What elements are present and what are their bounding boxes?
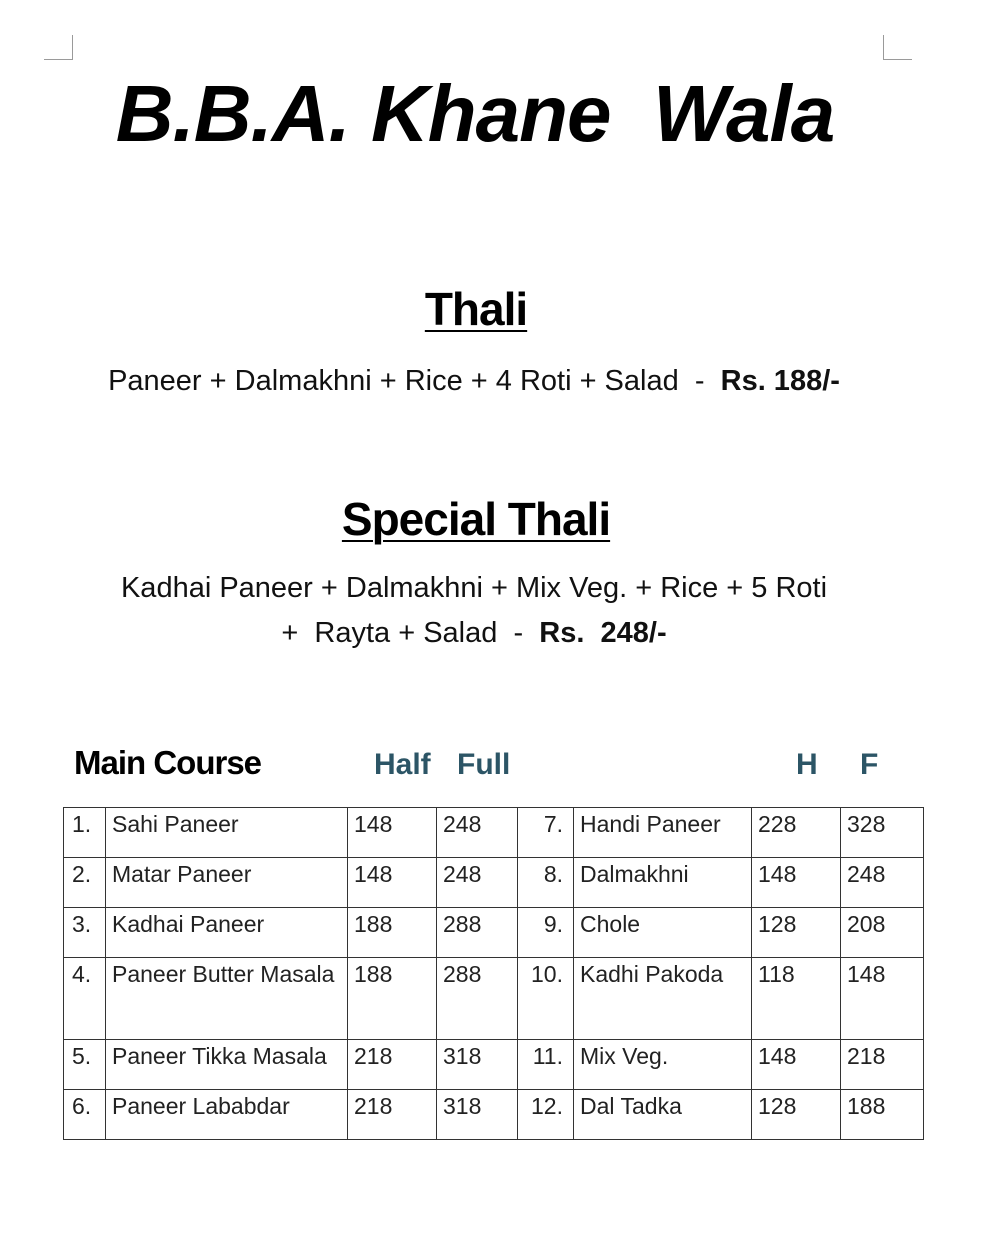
- dish-name: Chole: [574, 908, 752, 958]
- price-half: 128: [752, 1090, 841, 1140]
- dish-name: Paneer Tikka Masala: [106, 1040, 348, 1090]
- price-full: 148: [841, 958, 924, 1040]
- thali-description: [0, 365, 948, 398]
- row-number: 10.: [518, 958, 574, 1040]
- table-row: [64, 1040, 924, 1090]
- dish-name: Dalmakhni: [574, 858, 752, 908]
- row-number: 6.: [64, 1090, 106, 1140]
- row-number: 8.: [518, 858, 574, 908]
- column-header-h: H: [796, 748, 818, 781]
- dish-name: Matar Paneer: [106, 858, 348, 908]
- page-corner-mark-left: [44, 35, 73, 60]
- price-half: 148: [752, 1040, 841, 1090]
- price-full: 248: [841, 858, 924, 908]
- thali-price: Rs. 188/-: [720, 365, 840, 397]
- dish-name: Dal Tadka: [574, 1090, 752, 1140]
- row-number: 1.: [64, 808, 106, 858]
- price-half: 228: [752, 808, 841, 858]
- price-full: 288: [437, 958, 518, 1040]
- special-thali-description-line1: Kadhai Paneer + Dalmakhni + Mix Veg. + Rice + 5 Roti: [120, 572, 828, 604]
- price-full: 318: [437, 1040, 518, 1090]
- thali-heading-text: Thali: [424, 283, 528, 335]
- table-row: [64, 1090, 924, 1140]
- price-full: 218: [841, 1040, 924, 1090]
- table-row: [64, 808, 924, 858]
- restaurant-title: B.B.A. Khane Wala: [115, 69, 835, 158]
- price-half: 128: [752, 908, 841, 958]
- main-course-table: [63, 807, 924, 1140]
- column-header-f: F: [860, 748, 879, 781]
- column-header-full: Full: [457, 748, 511, 781]
- special-thali-price: Rs. 248/-: [539, 617, 667, 649]
- table-row: [64, 858, 924, 908]
- row-number: 12.: [518, 1090, 574, 1140]
- table-row: [64, 958, 924, 1040]
- row-number: 2.: [64, 858, 106, 908]
- price-half: 188: [348, 958, 437, 1040]
- price-half: 148: [348, 808, 437, 858]
- main-course-heading: Main Course: [74, 744, 262, 781]
- row-number: 9.: [518, 908, 574, 958]
- special-thali-heading: [0, 492, 952, 546]
- special-thali-description-line2: [0, 617, 948, 650]
- column-header-half: Half: [374, 748, 431, 781]
- page-corner-mark-right: [883, 35, 912, 60]
- dish-name: Mix Veg.: [574, 1040, 752, 1090]
- price-half: 118: [752, 958, 841, 1040]
- row-number: 11.: [518, 1040, 574, 1090]
- thali-items: Paneer + Dalmakhni + Rice + 4 Roti + Salad -: [108, 365, 721, 397]
- price-half: 148: [348, 858, 437, 908]
- dish-name: Paneer Lababdar: [106, 1090, 348, 1140]
- row-number: 7.: [518, 808, 574, 858]
- price-full: 318: [437, 1090, 518, 1140]
- special-thali-heading-text: Special Thali: [341, 493, 611, 545]
- price-full: 208: [841, 908, 924, 958]
- price-full: 288: [437, 908, 518, 958]
- row-number: 5.: [64, 1040, 106, 1090]
- price-half: 218: [348, 1040, 437, 1090]
- price-full: 328: [841, 808, 924, 858]
- dish-name: Sahi Paneer: [106, 808, 348, 858]
- price-half: 148: [752, 858, 841, 908]
- row-number: 3.: [64, 908, 106, 958]
- price-half: 188: [348, 908, 437, 958]
- dish-name: Handi Paneer: [574, 808, 752, 858]
- price-full: 188: [841, 1090, 924, 1140]
- dish-name: Paneer Butter Masala: [106, 958, 348, 1040]
- dish-name: Kadhai Paneer: [106, 908, 348, 958]
- dish-name: Kadhi Pakoda: [574, 958, 752, 1040]
- thali-heading: [0, 282, 952, 336]
- price-full: 248: [437, 858, 518, 908]
- special-thali-items: + Rayta + Salad -: [281, 617, 540, 649]
- table-row: [64, 908, 924, 958]
- row-number: 4.: [64, 958, 106, 1040]
- price-half: 218: [348, 1090, 437, 1140]
- price-full: 248: [437, 808, 518, 858]
